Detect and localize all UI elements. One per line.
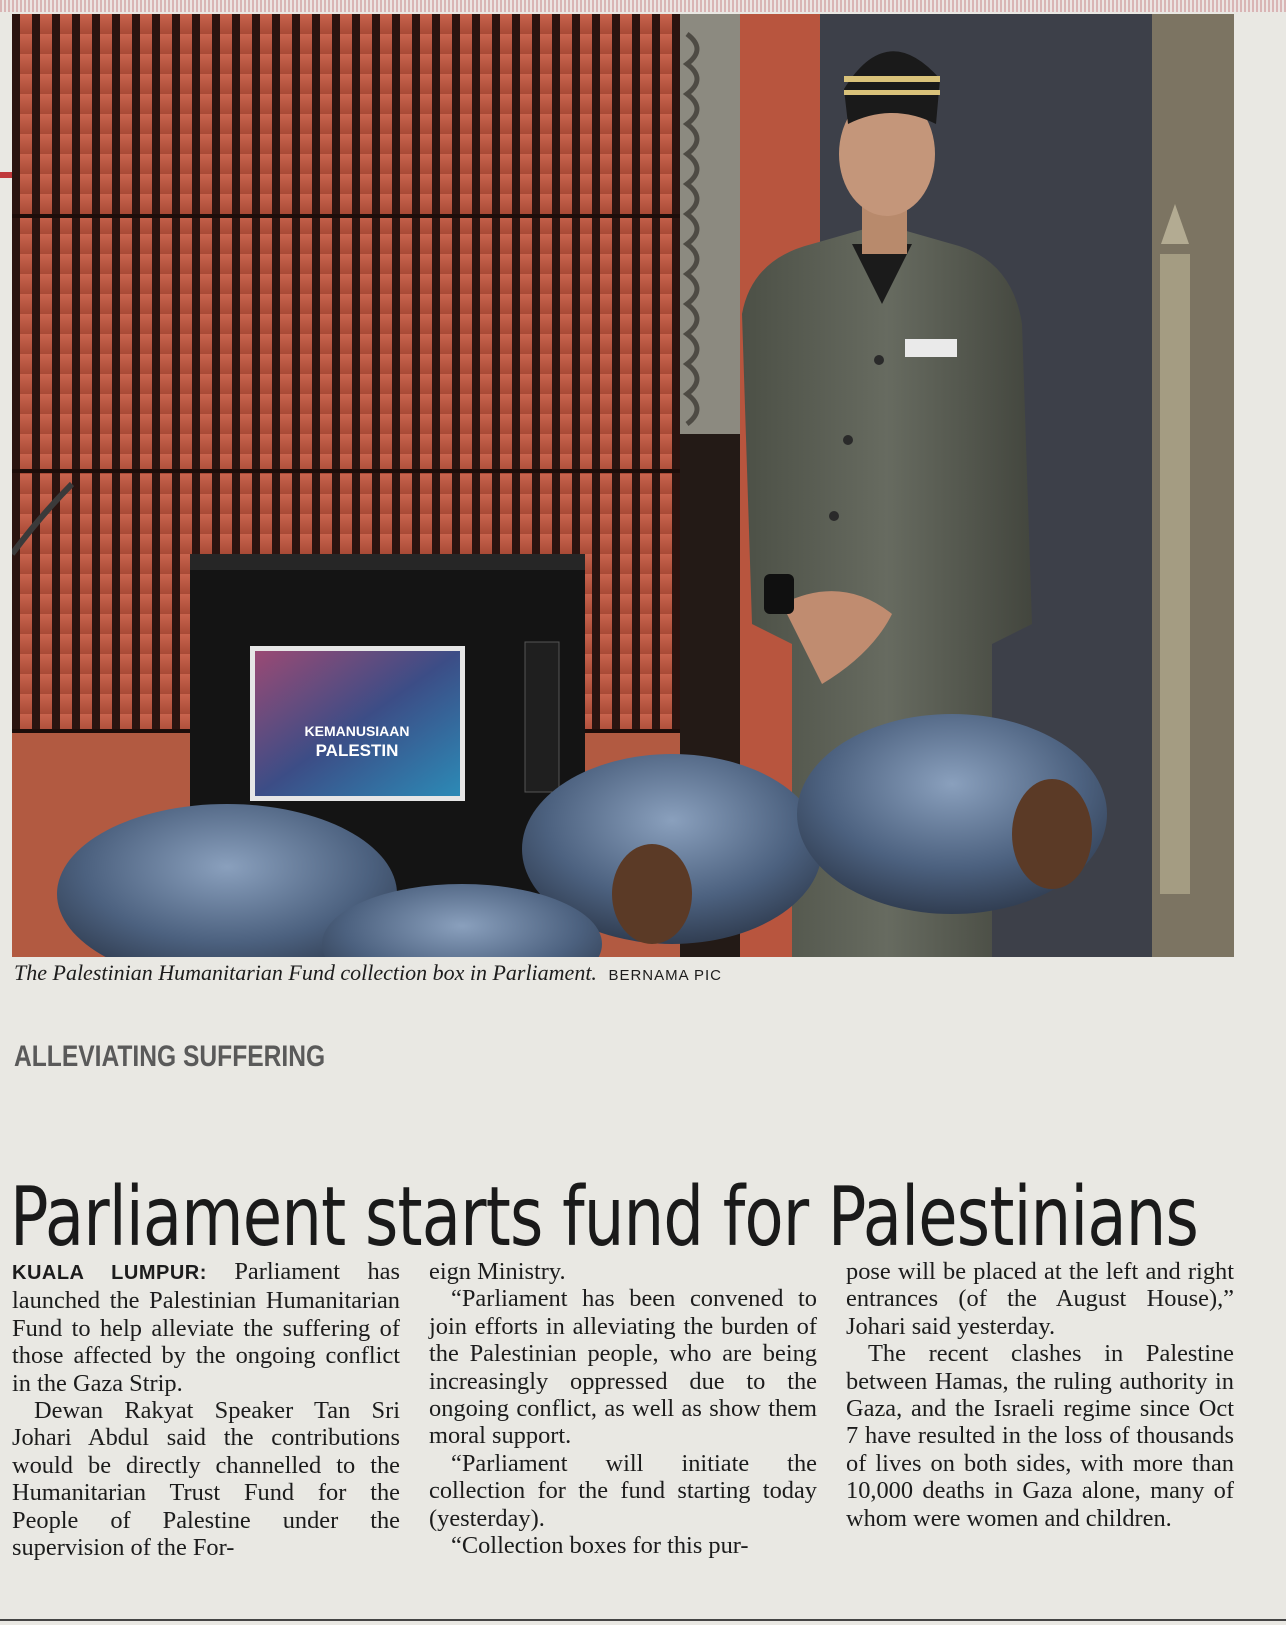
section-color-tab: [0, 172, 12, 178]
article-column-3: [846, 1258, 1234, 1532]
paragraph: pose will be placed at the left and right entrances (of the August House),” Johari said yesterday.: [846, 1258, 1234, 1340]
box-sign-text-2: PALESTIN: [315, 741, 399, 760]
photo-credit: BERNAMA PIC: [608, 967, 722, 984]
article-kicker: ALLEVIATING SUFFERING: [14, 1040, 326, 1073]
paragraph: The recent clashes in Palestine between Hamas, the ruling authority in Gaza, and the Israeli regime since Oct 7 have resulted in the loss of thousands of lives on both sides, with more than 10,000 deaths in Gaza alone, many of whom were women and children.: [846, 1340, 1234, 1532]
bottom-rule: [0, 1619, 1286, 1621]
article-column-1: [12, 1258, 400, 1561]
paragraph: Dewan Rakyat Speaker Tan Sri Johari Abdul said the contributions would be directly channelled to the Humanitarian Trust Fund for the People of Palestine under the supervision of the For-: [12, 1397, 400, 1562]
article-headline: Parliament starts fund for Palestinians: [10, 1169, 1199, 1265]
dateline: KUALA LUMPUR:: [12, 1262, 207, 1284]
paragraph: eign Ministry.: [429, 1258, 566, 1285]
news-photo: [12, 14, 1234, 957]
top-border-strip: [0, 0, 1286, 12]
paragraph-text: Parliament has launched the Palestinian Humanitarian Fund to help alleviate the suffering of those affected by the ongoing conflict in the Gaza Strip.: [12, 1258, 400, 1397]
paragraph: “Parliament will initiate the collection for the fund starting today (yesterday).: [429, 1449, 817, 1532]
photo-caption: [14, 960, 1274, 986]
box-sign-text-1: KEMANUSIAAN: [304, 723, 410, 739]
paragraph: “Collection boxes for this pur-: [451, 1532, 749, 1560]
paragraph: [12, 1258, 400, 1397]
paragraph: “Parliament has been convened to join efforts in alleviating the burden of the Palestinian people, who are being increasingly oppressed due to the ongoing conflict, as well as show them moral support.: [429, 1285, 817, 1450]
article-column-2: [429, 1258, 817, 1559]
caption-text: The Palestinian Humanitarian Fund collection box in Parliament.: [14, 960, 597, 985]
